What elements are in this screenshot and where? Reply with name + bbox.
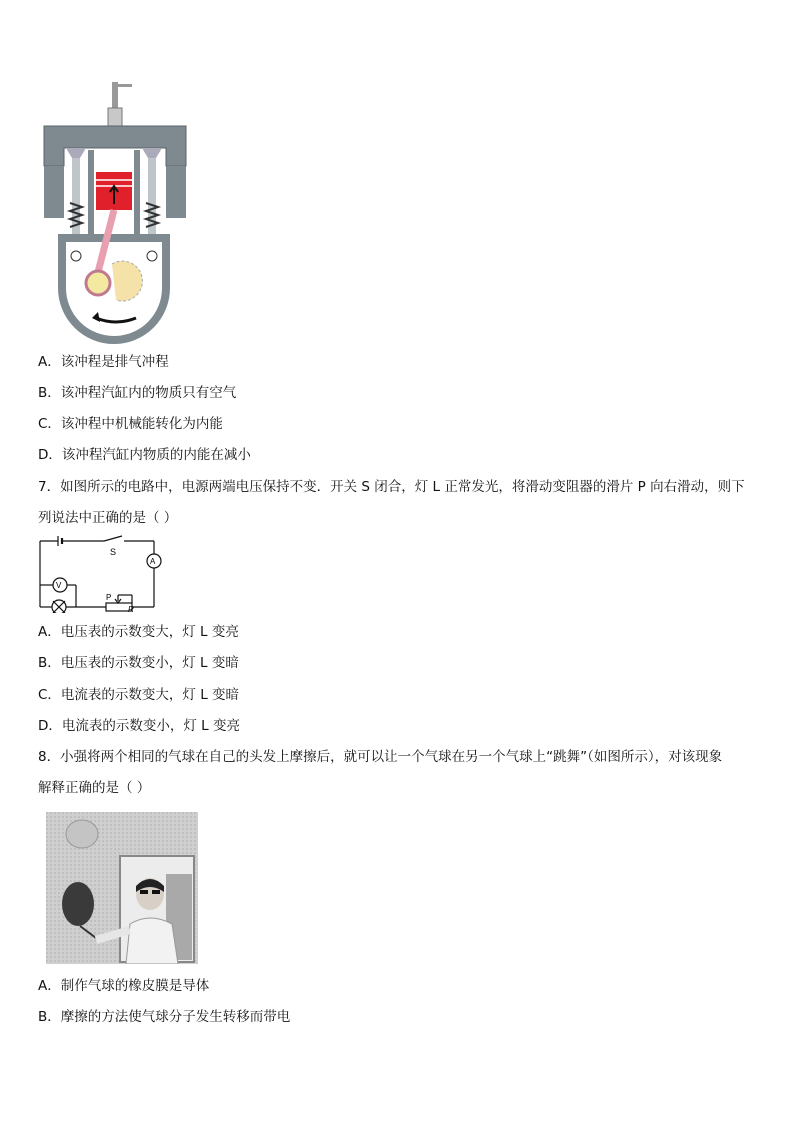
q6-option-b: B．该冲程汽缸内的物质只有空气	[38, 385, 237, 401]
q8-option-b: B．摩擦的方法使气球分子发生转移而带电	[38, 1009, 291, 1025]
q7-stem-line2: 列说法中正确的是（ ）	[38, 510, 178, 526]
q7-stem-line1: 7．如图所示的电路中，电源两端电压保持不变．开关 S 闭合，灯 L 正常发光，将滑动变阻器的滑片 P 向右滑动，则下	[38, 479, 745, 495]
q8-stem-line1: 8．小强将两个相同的气球在自己的头发上摩擦后，就可以让一个气球在另一个气球上“跳舞”（如图所示），对该现象	[38, 749, 723, 765]
q7-option-a: A．电压表的示数变大，灯 L 变亮	[38, 624, 239, 640]
ammeter-label: A	[150, 557, 156, 566]
slider-label: P	[106, 593, 112, 602]
q6-option-a: A．该冲程是排气冲程	[38, 354, 169, 370]
q8-option-a: A．制作气球的橡皮膜是导体	[38, 978, 210, 994]
voltmeter-label: V	[56, 581, 62, 590]
balloon-photo	[46, 812, 198, 964]
q6-option-d: D．该冲程汽缸内物质的内能在减小	[38, 447, 251, 463]
q7-option-b: B．电压表的示数变小，灯 L 变暗	[38, 655, 239, 671]
engine-stroke-figure	[36, 78, 192, 344]
q6-option-c: C．该冲程中机械能转化为内能	[38, 416, 223, 432]
switch-label: S	[110, 547, 117, 557]
q8-stem-line2: 解释正确的是（ ）	[38, 780, 151, 796]
q7-option-c: C．电流表的示数变大，灯 L 变暗	[38, 687, 240, 703]
q7-option-d: D．电流表的示数变小，灯 L 变亮	[38, 718, 240, 734]
circuit-diagram	[36, 533, 164, 613]
resistor-label: R	[128, 605, 134, 613]
